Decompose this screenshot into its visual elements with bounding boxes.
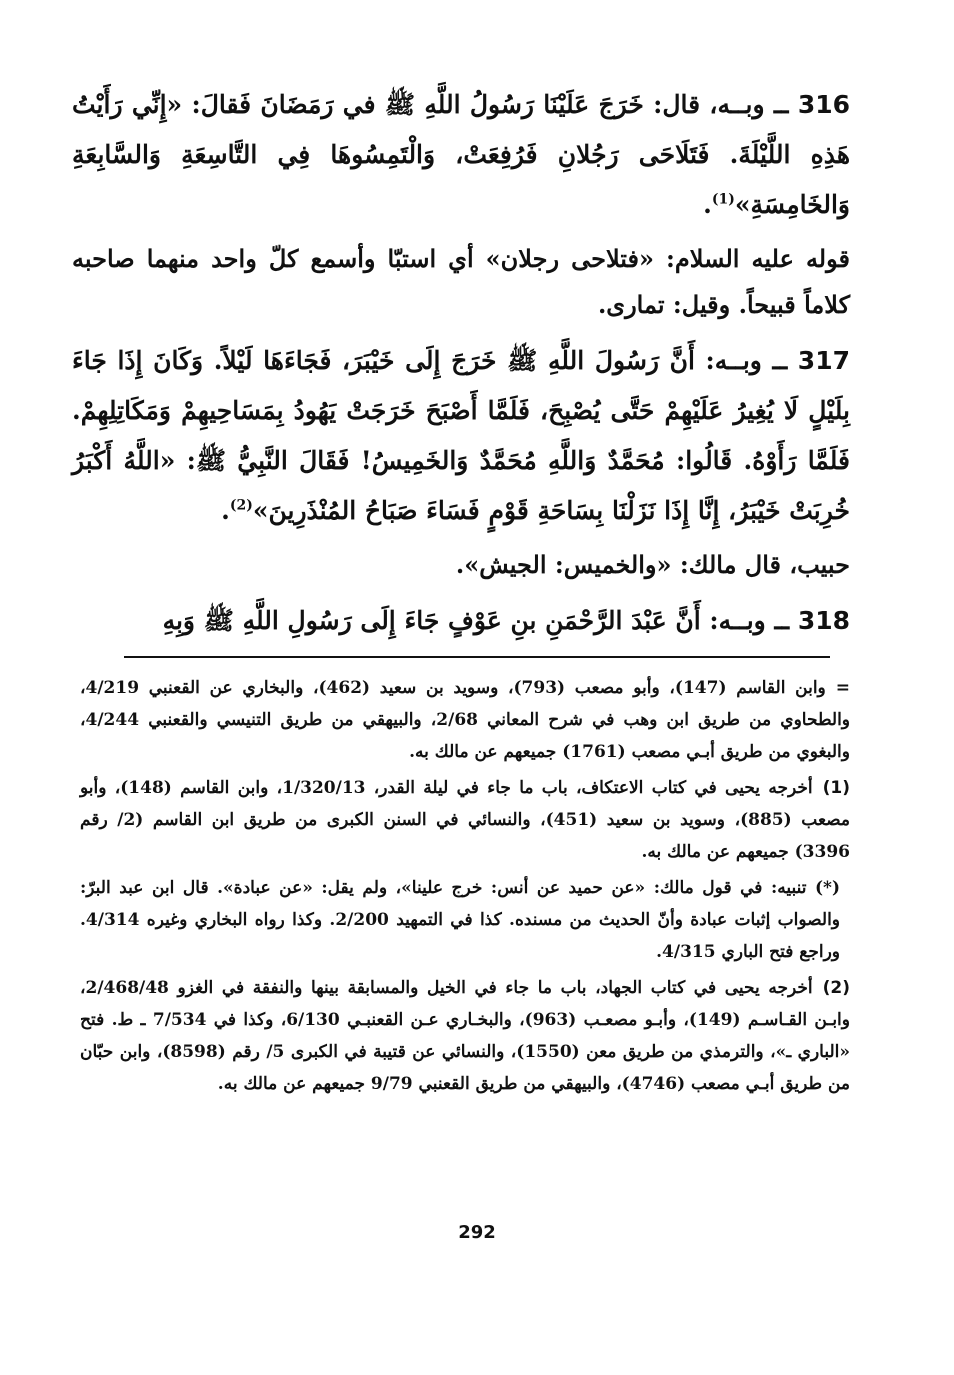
hadith-number: 318 [797, 606, 850, 635]
footnotes [80, 672, 850, 1104]
footnote-text: أخرجه يحيى في كتاب الجهاد، باب ما جاء في الخيل والمسابقة بينها والنفقة في الغزو 2/468/48، وابـن القـاسـم (149)، وأبـو مصعـب (963)، والبخـاري عـن القعنبـي 6/130، وكذا في 7/534 ـ ط. فتح «الباري ـ»، والترمذي من طريق معن (1550)، والنسائي عن قتيبة في الكبرى 5/ رقم (8598)، وابن حبّان من طريق أبـي مصعب (4746)، والبيهقي من طريق القعنبي 9/79 جميعهم عن مالك به. [80, 978, 851, 1094]
footnote-divider [124, 656, 830, 658]
footnote-ref: (1) [711, 191, 735, 208]
hadith-number: 317 [797, 346, 850, 375]
footnote-warning: (*) تنبيه: في قول مالك: «عن حميد عن أنس: خرج علينا»، ولم يقل: «عن عبادة». قال ابن عبد البرّ: والصواب إثبات عبادة وأنّ الحديث من مسنده. كذا في التمهيد 2/200. وكذا رواه البخاري وغيره 4/314. وراجع فتح الباري 4/315. [80, 878, 841, 962]
hadith-text: ــ وبــه، قال: خَرَجَ عَلَيْنَا رَسُولُ اللَّهِ ﷺ في رَمَضَانَ فَقالَ: «إِنِّي رَأَيْتُ هَذِهِ اللَّيْلَةَ. فَتَلَاحَى رَجُلانِ فَرُفِعَتْ، وَالْتَمِسُوهَا فِي التَّاسِعَةِ وَالسَّابِعَةِ وَالخَامِسَةِ» [72, 90, 850, 219]
commentary-2: حبيب، قال مالك: «والخميس: الجيش». [455, 550, 850, 579]
footnote-2 [80, 972, 850, 1100]
hadith-text: ــ وبــه: أَنَّ رَسُولَ اللَّهِ ﷺ خَرَجَ إِلَى خَيْبَرَ، فَجَاءَهَا لَيْلاً. وَكَانَ إِذَا جَاءَ بِلَيْلٍ لَا يُغِيرُ عَلَيْهِمْ حَتَّى يُصْبِحَ، فَلَمَّا أَصْبَحَ خَرَجَتْ يَهُودُ بِمَسَاحِيهِمْ وَمَكَاتِلِهِمْ. فَلَمَّا رَأَوْهُ. قَالُوا: مُحَمَّدٌ وَاللَّهِ مُحَمَّدٌ وَالخَمِيسُ! فَقَالَ النَّبِيُّ ﷺ: «اللَّهُ أَكْبَرُ خُرِبَتْ خَيْبَرُ، إِنَّا إِذَا نَزَلْنَا بِسَاحَةِ قَوْمٍ فَسَاءَ صَبَاحُ المُنْذَرِينَ» [72, 346, 850, 525]
footnote-continuation [80, 672, 850, 768]
commentary: قوله عليه السلام: «فتلاحى رجلان» أي استبّا وأسمع كلّ واحد منهما صاحبه كلاماً قبيحاً. وقيل: تمارى. [72, 244, 850, 319]
page-number: 292 [458, 1222, 496, 1243]
footnote-marker: = [835, 678, 850, 698]
hadith-text: ــ وبــه: أَنَّ عَبْدَ الرَّحْمَنِ بنِ عَوْفٍ جَاءَ إِلَى رَسُولِ اللَّهِ ﷺ وَبِهِ [162, 606, 790, 635]
footnote-marker: (1) [822, 778, 850, 798]
main-text [72, 80, 850, 652]
hadith-316 [72, 80, 850, 230]
period: . [703, 190, 712, 219]
hadith-number: 316 [797, 90, 850, 119]
footnote-text: وابن القاسم (147)، وأبو مصعب (793)، وسويد بن سعيد (462)، والبخاري عن القعنبي 4/219، والطحاوي من طريق ابن وهب في شرح المعاني 2/68، والبيهقي من طريق التنيسي والقعنبي 4/244، والبغوي من طريق أبـي مصعب (1761) جميعهم عن مالك به. [80, 678, 851, 762]
period: . [221, 496, 230, 525]
footnote-text: أخرجه يحيى في كتاب الاعتكاف، باب ما جاء في ليلة القدر، 1/320/13، وابن القاسم (148)، وأبو مصعب (885)، وسويد بن سعيد (451)، والنسائي في السنن الكبرى من طريق ابن القاسم (2/ رقم 3396) جميعهم عن مالك به. [80, 778, 850, 862]
footnote-marker: (2) [822, 978, 850, 998]
hadith-318 [72, 596, 850, 646]
hadith-317 [72, 336, 850, 536]
footnote-ref: (2) [229, 497, 253, 514]
footnote-1 [80, 772, 850, 868]
